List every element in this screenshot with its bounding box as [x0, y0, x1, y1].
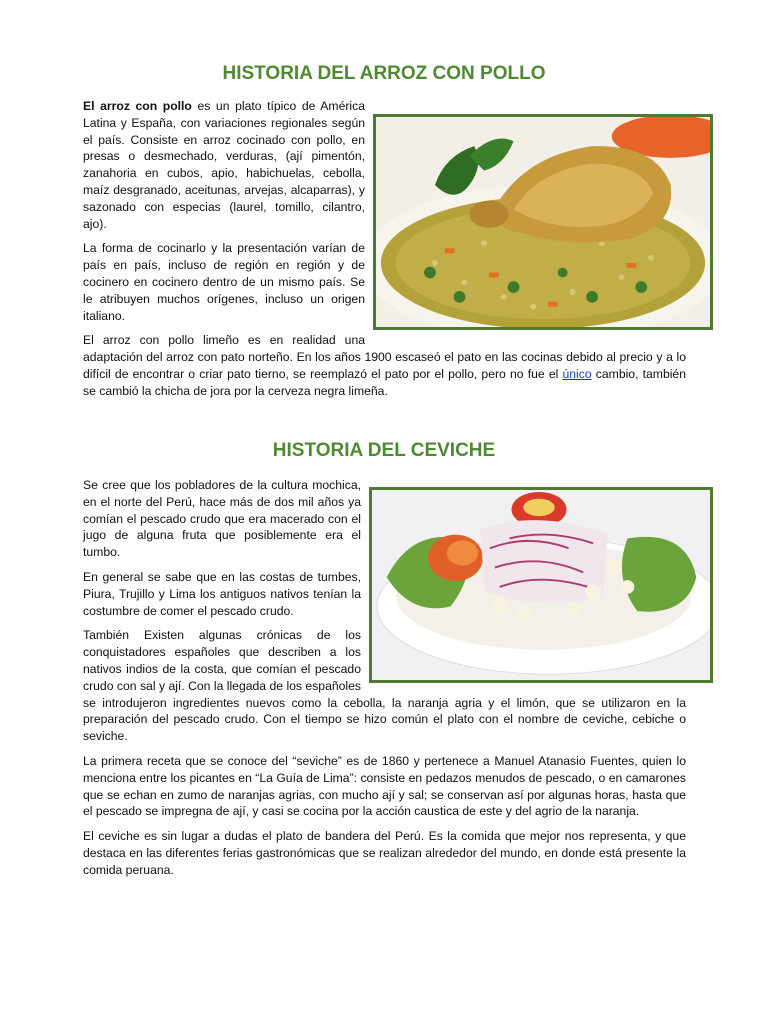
- arroz-lead-rest: es un plato típico de América Latina y España, con variaciones regionales según el país. Consiste en arroz cocinado con pollo, en presas o desmechado, verduras, (ají pimentón, zanahoria en cubos, apio, habichuelas, cebolla, maíz desgranado, aceitunas, arvejas, alcaparras), y sazonado con especias (laurel, tomillo, cilantro, ajo).: [83, 99, 365, 231]
- section-body-ceviche: [83, 477, 686, 887]
- unico-link[interactable]: único: [562, 366, 592, 381]
- ceviche-photo: [369, 487, 713, 683]
- arroz-paragraph-2: La forma de cocinarlo y la presentación varían de país en país, incluso de región en región y de cocinero en cocinero dentro de un mismo país. Se le atribuyen muchos orígenes, incluso un origen italiano.: [83, 241, 365, 323]
- arroz-p3-before: El arroz con pollo limeño es en realidad una adaptación del arroz con pato norteño. En los años 1900 escaseó el pato en las cocinas debido al precio y a lo difícil de encontrar o criar pato tierno, se reemplazó el pato por el pollo, pero no fue el: [83, 333, 686, 381]
- section-title-ceviche: HISTORIA DEL CEVICHE: [272, 440, 496, 461]
- section-body-arroz-con-pollo: [83, 98, 686, 408]
- ceviche-paragraph-4: La primera receta que se conoce del “seviche” es de 1860 y pertenece a Manuel Atanasio Fuentes, quien lo menciona entre los picantes en “La Guía de Lima”: consiste en pedazos menudos de pescado, o en camarones que se echan en zumo de naranjas agrias, con mucho ají y sal; se conservan así por algunas horas, hasta que el pescado se impregna de ají, y casi se cocina por la acción caustica de este y del agrio de la naranja.: [83, 753, 686, 819]
- arroz-paragraph-3: [83, 332, 686, 399]
- ceviche-paragraph-5: El ceviche es sin lugar a dudas el plato de bandera del Perú. Es la comida que mejor nos representa, y que destaca en las diferentes ferias gastronómicas que se realizan alrededor del mundo, en donde está presente la comida peruana.: [83, 829, 686, 877]
- ceviche-paragraph-2: En general se sabe que en las costas de tumbes, Piura, Trujillo y Lima los antiguos nativos tenían la costumbre de comer el pescado crudo.: [83, 569, 361, 618]
- ceviche-paragraph-3: También Existen algunas crónicas de los conquistadores españoles que describen a los nativos indios de la costa, que comían el pescado crudo con sal y ají. Con la llegada de los españoles se introdujeron ingredientes nuevos como la cebolla, la naranja agria y el limón, que se utilizaron en la preparación del pescado crudo. Con el tiempo se hizo común el plato con el nombre de ceviche, cebiche o seviche.: [83, 628, 686, 744]
- ceviche-paragraph-1: Se cree que los pobladores de la cultura mochica, en el norte del Perú, hace más de dos mil años ya comían el pescado crudo que era macerado con el jugo de alguna fruta que posiblemente era el tumbo.: [83, 478, 361, 560]
- arroz-con-pollo-photo: [373, 114, 713, 330]
- arroz-p3-after: cambio, también se cambió la chicha de jora por la cerveza negra limeña.: [83, 366, 686, 398]
- arroz-lead-bold: El arroz con pollo: [83, 99, 192, 113]
- section-title-arroz-con-pollo: HISTORIA DEL ARROZ CON POLLO: [222, 63, 546, 84]
